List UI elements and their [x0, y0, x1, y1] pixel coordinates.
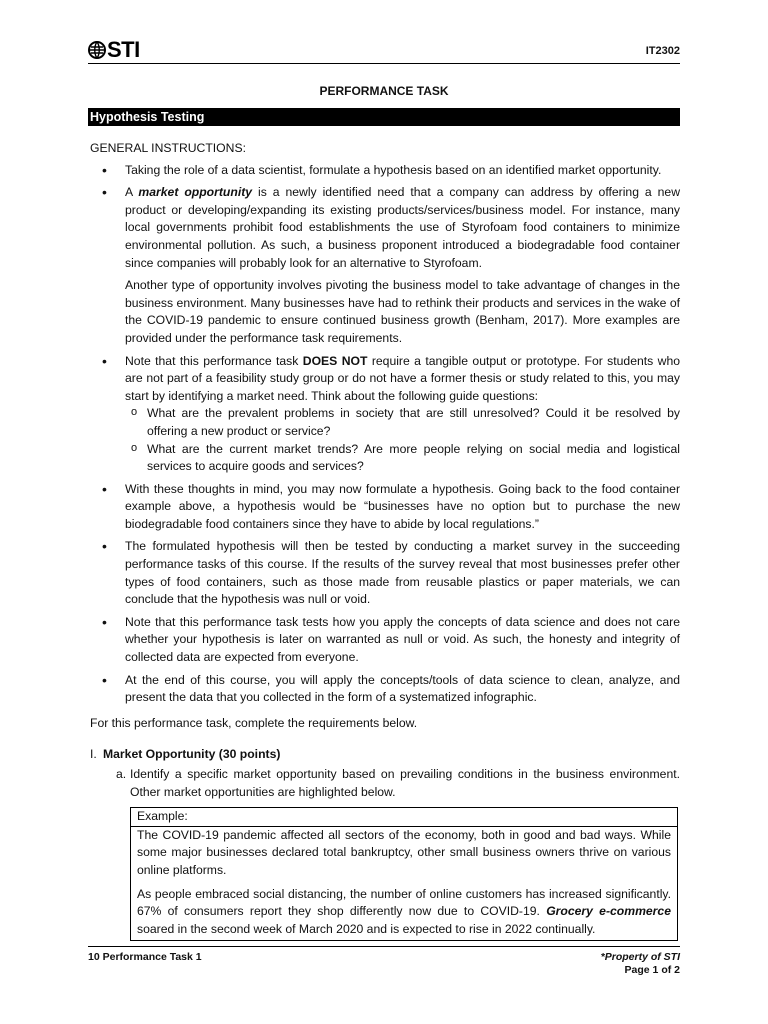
example-paragraph: The COVID-19 pandemic affected all sectors of the economy, both in good and bad ways. While some major businesses declared total bankruptcy, other small business owners thrive on various online platforms. [137, 827, 671, 877]
section-heading [90, 746, 680, 764]
instructions-content [90, 140, 680, 941]
footer-page-number: Page 1 of 2 [624, 964, 680, 976]
list-item [90, 614, 680, 667]
footer-rule [88, 946, 680, 947]
example-paragraph: As people embraced social distancing, the number of online customers has increased significantly. 67% of consumers report they shop differently now due to COVID-19. Grocery e-commerce soared in the second week of March 2020 and is expected to rise in 2022 continually. [137, 886, 671, 936]
section-title: Market Opportunity (30 points) [103, 747, 281, 762]
emphasis-does-not: DOES NOT [302, 353, 368, 368]
requirement-item [90, 766, 680, 801]
footer-right [601, 951, 680, 977]
bullet-text: At the end of this course, you will apply the concepts/tools of data science to clean, analyze, and present the data that you collected in the form of a systematized infographic. [125, 672, 680, 705]
list-item [90, 672, 680, 707]
logo-text: STI [107, 37, 140, 62]
footer-left: 10 Performance Task 1 [88, 951, 202, 963]
guide-question: o What are the current market trends? Are more people relying on social media and logistical services to acquire goods and services? [125, 441, 680, 476]
sti-logo [88, 38, 140, 62]
header-rule [88, 63, 680, 64]
bullet-paragraph: Another type of opportunity involves pivoting the business model to take advantage of changes in the business environment. Many businesses have had to rethink their products and services in the wake of the COVID-19 pandemic to ensure continued business growth (Benham, 2017). More examples are provided under the performance task requirements. [125, 278, 680, 345]
bullet-text: Taking the role of a data scientist, formulate a hypothesis based on an identified market opportunity. [125, 162, 662, 177]
requirements-intro: For this performance task, complete the requirements below. [90, 715, 418, 730]
list-item [90, 353, 680, 476]
item-label: a. [116, 767, 127, 781]
footer-property: *Property of STI [600, 951, 680, 963]
emphasis-grocery-ecommerce: Grocery e-commerce [546, 904, 671, 919]
section-market-opportunity [90, 746, 680, 941]
sti-logo-icon [88, 39, 106, 61]
section-bar: Hypothesis Testing [88, 108, 680, 126]
item-text: Identify a specific market opportunity based on prevailing conditions in the business environment. Other market opportunities are highlighted below. [130, 767, 680, 799]
section-number: I. [90, 747, 97, 762]
general-instructions-heading: GENERAL INSTRUCTIONS: [90, 141, 246, 155]
guide-question: o What are the prevalent problems in society that are still unresolved? Could it be resolved by offering a new product or service? [125, 405, 680, 440]
instructions-list [90, 162, 680, 707]
bullet-text: With these thoughts in mind, you may now formulate a hypothesis. Going back to the food container example above, a hypothesis would be “businesses have no option but to purchase the new biodegradable food containers since they have to abide by local regulations.” [125, 481, 680, 531]
bullet-text: • A market opportunity is a newly identified need that a company can address by offering a new product or developing/expanding its existing products/services/business model. For instance, many local governments prohibit food establishments the use of Styrofoam food containers to minimize environmental pollution. As such, a business proponent introduced a biodegradable food container since companies will probably look for an alternative to Styrofoam. [125, 185, 681, 270]
bullet-text: • Note that this performance task DOES NOT require a tangible output or prototype. For students who are not part of a feasibility study group or do not have a former thesis or study related to this, you may start by identifying a market need. Think about the following guide questions: [125, 353, 680, 403]
example-heading: Example: [131, 808, 677, 827]
page-title: PERFORMANCE TASK [319, 84, 449, 98]
list-item [90, 538, 680, 608]
bullet-text: Note that this performance task tests how you apply the concepts of data science and does not care whether your hypothesis is later on warranted as null or void. As such, the honesty and integrity of collected data are expected from everyone. [125, 614, 680, 665]
list-item [90, 481, 680, 534]
example-body [131, 827, 677, 941]
guide-questions [125, 405, 680, 475]
term-market-opportunity: market opportunity [138, 185, 253, 200]
bullet-text: The formulated hypothesis will then be tested by conducting a market survey in the succeeding performance tasks of this course. If the results of the survey reveal that most businesses prefer other types of food containers, such as those made from reusable plastics or paper materials, we can conclude that the hypothesis was null or void. [125, 539, 680, 607]
list-item [90, 162, 680, 180]
course-code: IT2302 [645, 45, 680, 57]
example-box [130, 807, 678, 941]
list-item [90, 184, 680, 347]
